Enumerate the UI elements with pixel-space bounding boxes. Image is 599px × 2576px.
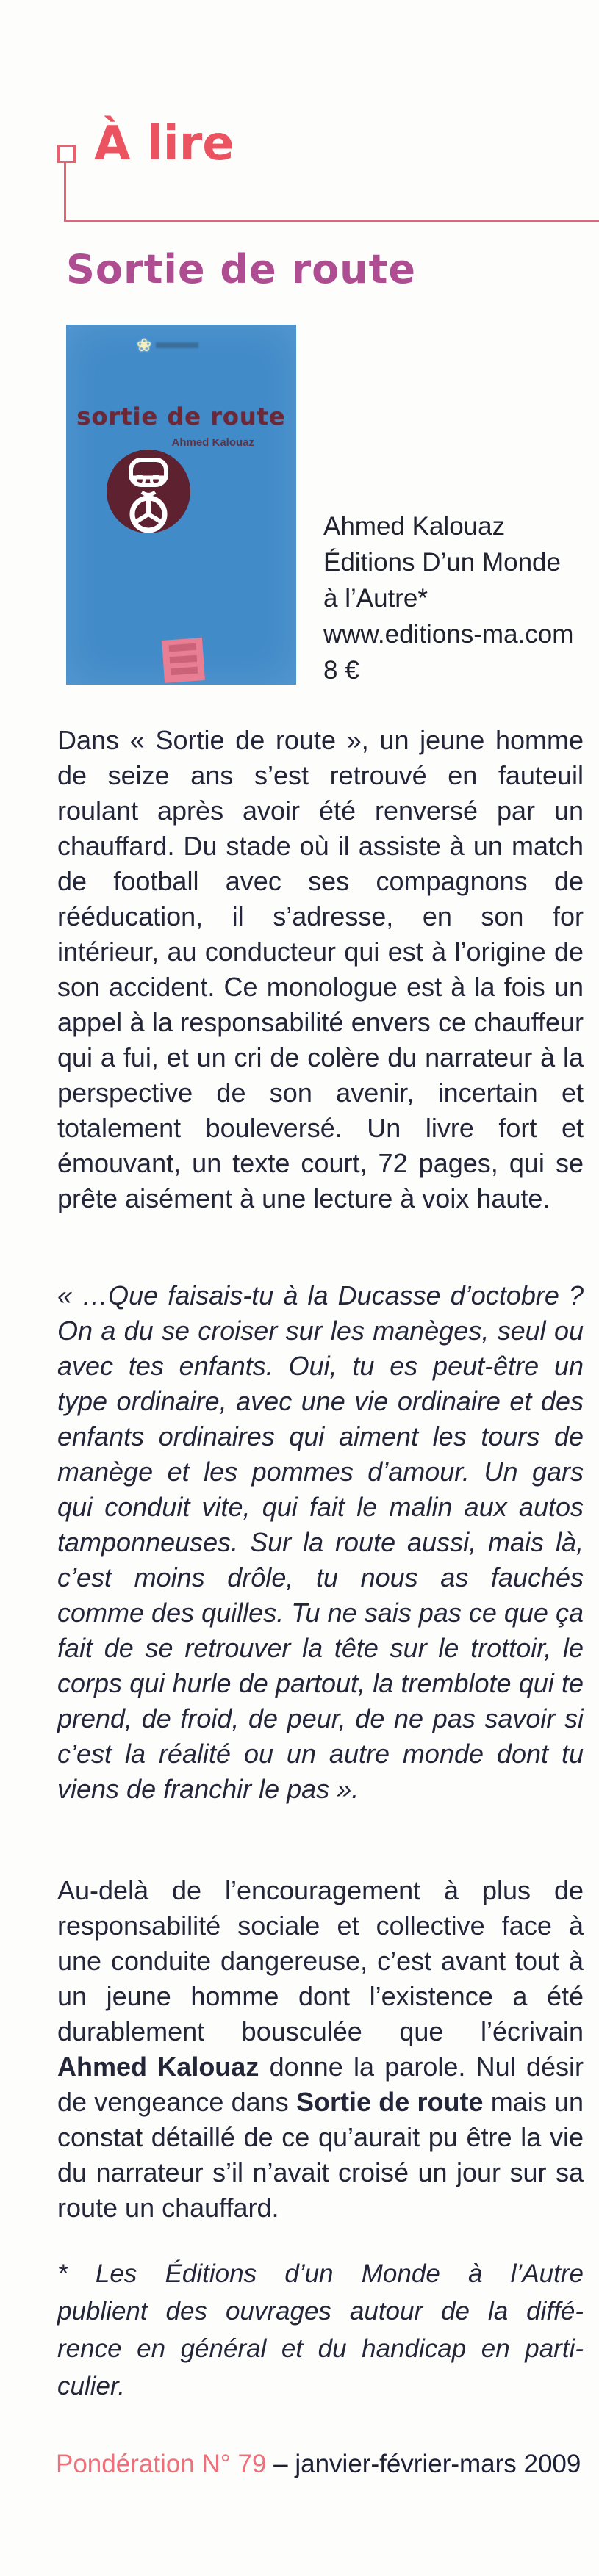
cover-book-title: sortie de route bbox=[76, 403, 286, 430]
cover-author-name: Ahmed Kalouaz bbox=[171, 436, 254, 449]
page-footer bbox=[56, 2450, 581, 2479]
book-info-block bbox=[323, 508, 573, 688]
article-quote-paragraph: « …Que faisais-tu à la Ducasse d’octobre ? On a du se croiser sur les manèges, seul ou avec tes enfants. Oui, tu es peut-être un type ordinaire, avec une vie ordinaire et des enfants ordinaires qui aiment les tours de manège et les pommes d’amour. Un gars qui conduit vite, qui fait le malin aux autos tamponneuses. Sur la route aussi, mais là, c’est moins drôle, tu nous as fauchés comme des quilles. Tu ne sais pas ce que ça fait de se retrouver la tête sur le trottoir, le corps qui hurle de partout, la tremblote qui te prend, de froid, de peur, de ne pas savoir si c’est la réalité ou un autre monde dont tu viens de franchir le pas ». bbox=[57, 1280, 584, 1804]
paragraph-3-text: donne la parole. Nul désir de vengeance dans bbox=[57, 2052, 584, 2117]
footnote-line: publient des ouvrages autour de la diffé- bbox=[57, 2297, 584, 2326]
footnote-line: * Les Éditions d’un Monde à l’Autre bbox=[57, 2259, 584, 2288]
book-title-bold: Sortie de route bbox=[295, 2087, 484, 2117]
section-rule-horizontal-line bbox=[64, 220, 599, 222]
book-cover-image bbox=[66, 325, 296, 685]
article-title: Sortie de route bbox=[66, 246, 417, 292]
footnote-line: rence en général et du handicap en parti- bbox=[57, 2334, 584, 2363]
book-publisher-line2: à l’Autre* bbox=[323, 584, 428, 613]
author-name-bold: Ahmed Kalouaz bbox=[57, 2052, 259, 2082]
article-paragraph-1: Dans « Sortie de route », un jeune homme de seize ans s’est retrouvé en fauteuil roulant après avoir été renversé par un chauffard. Du stade où il assiste à un match de football avec ses compagnons de rééducation, il s’adresse, en son for intérieur, au conducteur qui est à l’origine de son accident. Ce monologue est à la fois un appel à la responsabilité envers ce chauffeur qui a fui, et un cri de colère du narrateur à la perspective de son avenir, incertain et totalement bouleversé. Un livre fort et émouvant, un texte court, 72 pages, qui se prête aisément à une lecture à voix haute. bbox=[57, 725, 584, 1213]
paragraph-3-text: mais un constat détaillé de ce qu’aurait pu être la vie du narrateur s’il n’avait croisé un jour sur sa route un chauffard. bbox=[57, 2087, 584, 2223]
article-paragraph-3 bbox=[57, 1873, 584, 2226]
article-footnote bbox=[57, 2255, 584, 2405]
paragraph-3-text: Au-delà de l’encouragement à plus de responsabilité sociale et collective face à une conduite dangereuse, c’est avant tout à un jeune homme dont l’existence a été durablement bousculée que l’écrivain bbox=[57, 1875, 584, 2046]
section-bullet-square bbox=[57, 145, 76, 163]
magazine-name: Pondération N° 79 bbox=[56, 2450, 267, 2478]
book-publisher-line1: Éditions D’un Monde bbox=[323, 548, 561, 577]
book-author: Ahmed Kalouaz bbox=[323, 512, 506, 541]
logo-text-smudge bbox=[156, 342, 198, 348]
flower-icon: ❀ bbox=[137, 336, 152, 356]
driver-steering-wheel-icon bbox=[107, 450, 190, 533]
book-website: www.editions-ma.com bbox=[323, 620, 574, 649]
book-price: 8 € bbox=[323, 656, 359, 685]
section-title: À lire bbox=[94, 117, 234, 171]
cover-pink-stamp bbox=[162, 638, 205, 683]
issue-date: – janvier-février-mars 2009 bbox=[273, 2450, 581, 2478]
publisher-logo bbox=[137, 335, 240, 360]
footnote-line: culier. bbox=[57, 2372, 126, 2400]
section-connector-vertical-line bbox=[64, 162, 66, 221]
